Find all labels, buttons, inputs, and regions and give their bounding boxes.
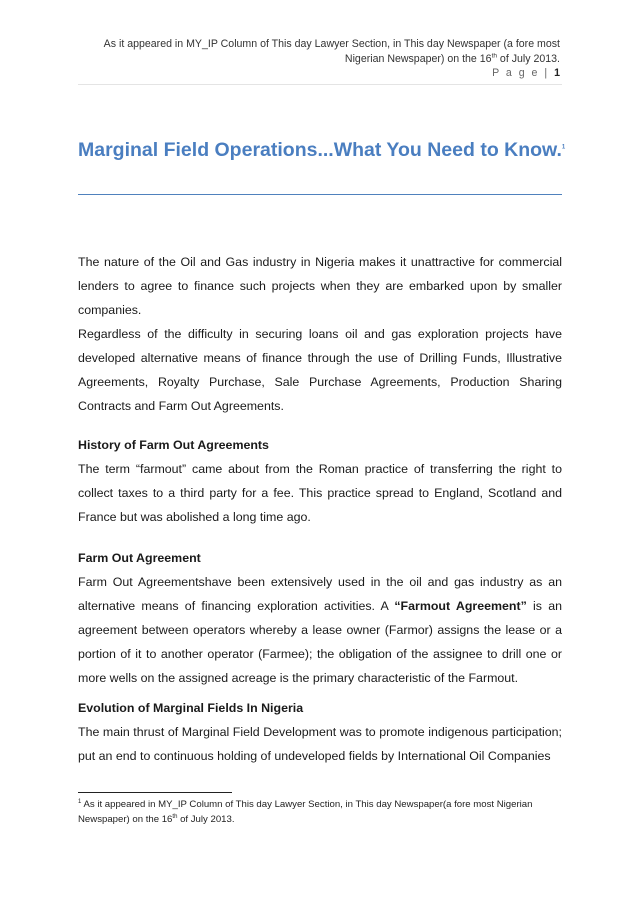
farmout-text-end: is an agreement between operators whereby a lease owner (Farmor) assigns the lease or a portion of it to another operator (Farmee); the obligation of the assignee to drill one or more wells on the assigned acreage is the primary characteristic of the Farmout.: [78, 599, 562, 685]
footnote-text-3: of July 2013.: [177, 813, 235, 825]
title-text: Marginal Field Operations...What You Need to Know.: [78, 139, 562, 161]
footnote-text-1: As it appeared in MY_IP Column of This day Lawyer Section, in This day Newspaper(a fore most Nigerian: [81, 799, 533, 810]
running-header: [80, 37, 560, 67]
page-number: 1: [554, 67, 560, 79]
footnote-line-2: [78, 813, 562, 828]
footnote-ordinal-suffix: th: [172, 813, 178, 820]
evolution-paragraph: The main thrust of Marginal Field Development was to promote indigenous participation; put an end to continuous holding of undeveloped fields by International Oil Companies: [78, 725, 562, 763]
farmout-heading: Farm Out Agreement: [78, 551, 201, 565]
intro-paragraph-1: The nature of the Oil and Gas industry in Nigeria makes it unattractive for commercial lenders to agree to finance such projects when they are embarked upon by smaller companies.: [78, 255, 562, 317]
header-line-2-end: of July 2013.: [496, 53, 560, 65]
intro-paragraph-2: Regardless of the difficulty in securing loans oil and gas exploration projects have developed alternative means of finance through the use of Drilling Funds, Illustrative Agreements, Royalty Purchase, Sale Purchase Agreements, Production Sharing Contracts and Farm Out Agreements.: [78, 327, 562, 413]
evolution-heading: Evolution of Marginal Fields In Nigeria: [78, 701, 304, 715]
farmout-text-start: Farm Out Agreementshave been extensively used in the oil and gas industry as an alternative means of financing exploration activities. A: [78, 575, 562, 613]
history-heading: History of Farm Out Agreements: [78, 438, 269, 452]
farmout-term: “Farmout Agreement”: [394, 599, 527, 613]
header-divider: [78, 84, 562, 85]
header-line-2-text: Nigerian Newspaper) on the 16: [344, 53, 492, 65]
footnote: [78, 798, 562, 827]
footnote-number: 1: [78, 798, 82, 805]
footnote-line-1: [78, 798, 562, 813]
history-paragraph: The term “farmout” came about from the Roman practice of transferring the right to collect taxes to a third party for a fee. This practice spread to England, Scotland and France but was abolished a long time ago.: [78, 462, 562, 524]
title-footnote-ref: 1: [561, 144, 566, 151]
header-ordinal-suffix: th: [491, 52, 497, 60]
farmout-paragraph: [78, 570, 562, 690]
header-line-1: As it appeared in MY_IP Column of This day Lawyer Section, in This day Newspaper (a fore most: [103, 38, 560, 50]
footnote-text-2: Newspaper) on the 16: [78, 813, 173, 825]
document-body: [78, 250, 562, 768]
page-number-label: [492, 67, 560, 79]
header-line-2: [80, 52, 560, 67]
document-title: [78, 139, 565, 162]
title-underline: [78, 194, 562, 195]
footnote-separator: [78, 792, 232, 793]
page-label: P a g e |: [492, 67, 550, 79]
